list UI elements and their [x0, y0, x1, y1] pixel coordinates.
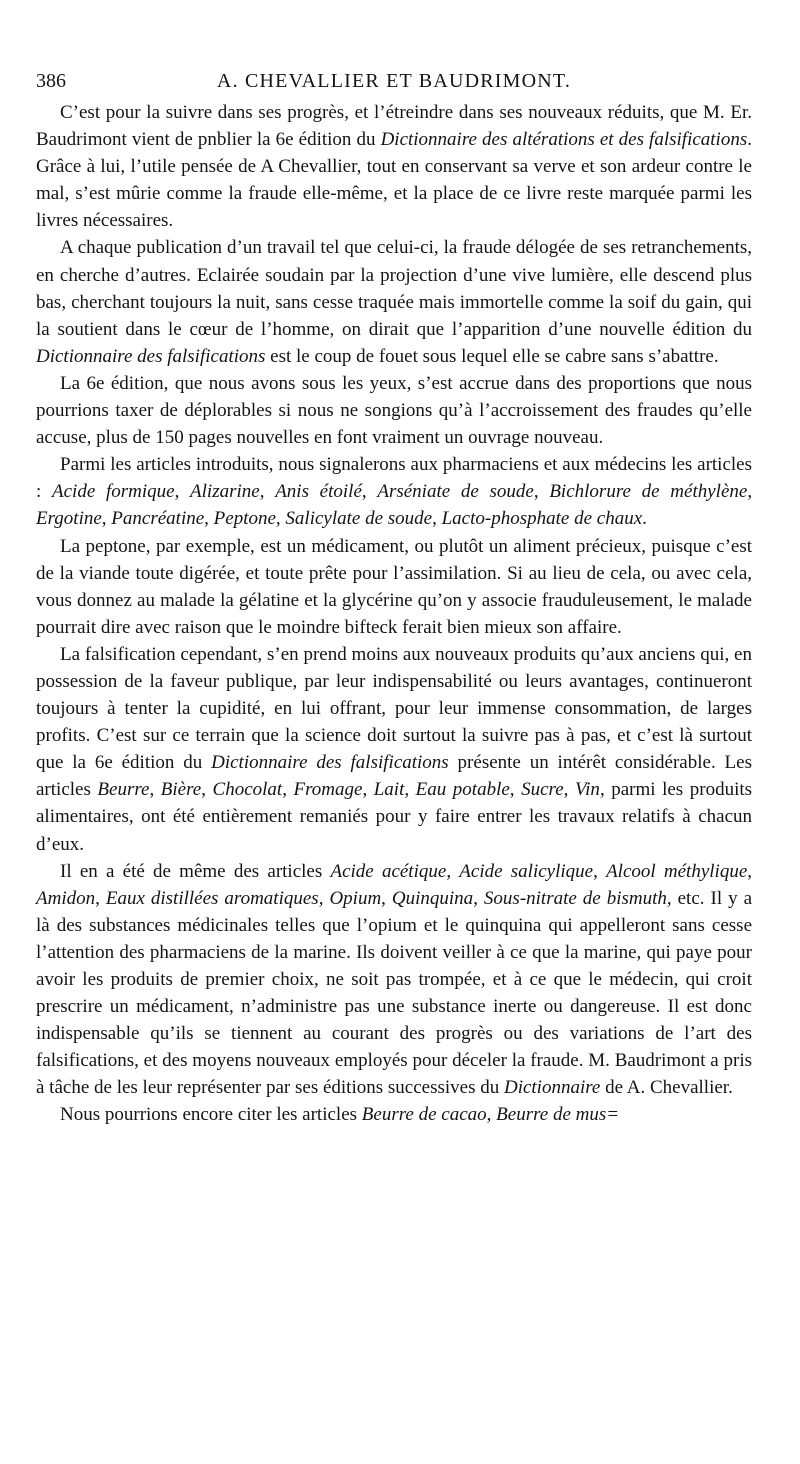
text-run: , [282, 779, 294, 801]
text-run: C’est pour la suivre dans ses progrès, et l’étreindre dans ses nouveaux réduits, que M. Er. Baudrimont vient de pnblier la 6e édition du [36, 102, 752, 151]
text-run: de A. Chevallier. [600, 1077, 733, 1099]
text-run: , [362, 779, 374, 801]
paragraph [36, 99, 752, 234]
italic-title-run: Opium [329, 887, 382, 909]
paragraph [36, 858, 752, 1102]
italic-title-run: Pancréatine [111, 508, 205, 530]
text-run: , [201, 779, 213, 801]
italic-title-run: Amidon [36, 887, 96, 909]
body-text [36, 99, 752, 1129]
italic-title-run: Peptone [213, 508, 276, 530]
text-run: , etc. Il y a là des substances médicinales telles que l’opium et le quinquina qui appelleront sans cesse l’attention des pharmaciens de la marine. Ils doivent veiller à ce que la marine, qui paye pour avoir les produits de premier choix, ne soit pas trompée, et à ce que le médecin, qui croit prescrire un médicament, n’administre pas une substance inerte ou dangereuse. Il est donc indispensable qu’ils se tiennent au courant des progrès ou des variations de l’art des falsifications, et des moyens nouveaux employés pour déceler la fraude. M. Baudrimont a pris à tâche de les leur représenter par ses éditions successives du [36, 887, 753, 1099]
italic-title-run: Beurre de cacao [361, 1104, 487, 1126]
text-run: . Grâce à lui, l’utile pensée de A Chevallier, tout en conservant sa verve et son ardeur contre le mal, s’est mûrie comme la fraude elle-même, et la place de ce livre reste marquée parmi les livres nécessaires. [36, 129, 752, 232]
page-header [36, 66, 752, 96]
text-run: Parmi les articles introduits, nous signalerons aux pharmaciens et aux médecins les articles : [36, 454, 752, 503]
italic-title-run: Acide salicylique [459, 860, 594, 882]
text-run: , [318, 887, 330, 909]
text-run: , [174, 481, 191, 503]
italic-title-run: Arséniate de soude [377, 481, 534, 503]
text-run: , [149, 779, 161, 801]
text-run: , [747, 481, 753, 503]
text-run: présente un intérêt considérable. Les articles [36, 752, 752, 801]
text-run: , [446, 860, 460, 882]
text-run: , [486, 1104, 497, 1126]
italic-title-run: Dictionnaire des falsifications [211, 752, 449, 774]
text-run: A chaque publication d’un travail tel que celui-ci, la fraude délogée de ses retranchements, en cherche d’autres. Eclairée soudain par la projection d’une vive lumière, elle descend plus bas, cherchant toujours la nuit, sans cesse traquée mais immortelle comme la soif du gain, qui la soutient dans le cœur de l’homme, on dirait que l’apparition d’une nouvelle édition du [36, 237, 752, 340]
italic-title-run: Bichlorure de méthylène [549, 481, 748, 503]
italic-title-run: Dictionnaire [503, 1077, 601, 1099]
italic-title-run: Acide acétique [330, 860, 447, 882]
text-run: La peptone, par exemple, est un médicament, ou plutôt un aliment précieux, puisque c’est de la viande toute digérée, et toute prête pour l’assimilation. Si au lieu de cela, ou avec cela, vous donnez au malade la gélatine et la glycérine qu’on y associe frauduleusement, le malade pourrait dire avec raison que le moindre bifteck ferait bien mieux son affaire. [36, 535, 752, 638]
paragraph [36, 234, 752, 369]
text-run: , [563, 779, 575, 801]
text-run: La falsification cependant, s’en prend moins aux nouveaux produits qu’aux anciens qui, en possession de la faveur publique, par leur indispensabilité ou leurs avantages, continueront toujours à tenter la cupidité, en lui offrant, pour leur immense consommation, de larges profits. C’est sur ce terrain que la science doit surtout la suivre pas à pas, et c’est là surtout que la 6e édition du [36, 643, 752, 774]
page-number: 386 [36, 70, 66, 92]
italic-title-run: Beurre [97, 779, 150, 801]
italic-title-run: Acide formique [52, 481, 175, 503]
italic-title-run: Salicylate de soude [285, 508, 433, 530]
text-run: Nous pourrions encore citer les articles [60, 1104, 362, 1126]
running-title: A. CHEVALLIER ET BAUDRIMONT. [216, 70, 572, 92]
italic-title-run: Dictionnaire des falsifications [36, 345, 266, 367]
text-run: , [533, 481, 550, 503]
text-run: , [361, 481, 378, 503]
italic-title-run: Ergotine [36, 508, 102, 530]
italic-title-run: Dictionnaire des altérations et des falsifications [380, 129, 748, 151]
italic-title-run: Alizarine [190, 481, 260, 503]
italic-title-run: Sucre [521, 779, 564, 801]
paragraph [36, 533, 752, 641]
text-run: . [642, 508, 647, 530]
text-run: , [101, 508, 112, 530]
italic-title-run: Quinquina [391, 887, 474, 909]
italic-title-run: Alcool méthylique [606, 860, 748, 882]
italic-title-run: Sous-nitrate de bismuth [483, 887, 667, 909]
text-run: , [381, 887, 392, 909]
italic-title-run: Vin [574, 779, 600, 801]
text-run: est le coup de fouet sous lequel elle se cabre sans s’abattre. [265, 345, 719, 367]
italic-title-run: Anis étoilé [275, 481, 362, 503]
italic-title-run: Bière [160, 779, 202, 801]
text-run: , [259, 481, 276, 503]
text-run: , [747, 860, 753, 882]
text-run: , [593, 860, 607, 882]
paragraph [36, 641, 752, 858]
text-run: , [95, 887, 106, 909]
text-run: , [473, 887, 484, 909]
italic-title-run: Eau potable [415, 779, 510, 801]
text-run: , [275, 508, 286, 530]
paragraph [36, 451, 752, 532]
text-run: , [404, 779, 416, 801]
text-run: Il en a été de même des articles [60, 860, 331, 882]
italic-title-run: Lacto-phosphate de chaux [441, 508, 643, 530]
paragraph [36, 1101, 752, 1128]
text-run: , [204, 508, 214, 530]
text-run: , [432, 508, 442, 530]
italic-title-run: Eaux distillées aromatiques [105, 887, 319, 909]
italic-title-run: Chocolat [212, 779, 283, 801]
italic-title-run: Lait [373, 779, 405, 801]
text-run: , parmi les produits alimentaires, ont été entièrement remaniés pour y faire entrer les travaux relatifs à chacun d’eux. [36, 779, 753, 855]
text-run: , [509, 779, 522, 801]
italic-title-run: Fromage [293, 779, 363, 801]
paragraph [36, 370, 752, 451]
text-run: La 6e édition, que nous avons sous les yeux, s’est accrue dans des proportions que nous pourrions taxer de déplorables si nous ne songions qu’à l’accroissement des fraudes qu’elle accuse, plus de 150 pages nouvelles en font vraiment un ouvrage nouveau. [36, 372, 752, 449]
italic-title-run: Beurre de mus= [496, 1104, 620, 1126]
